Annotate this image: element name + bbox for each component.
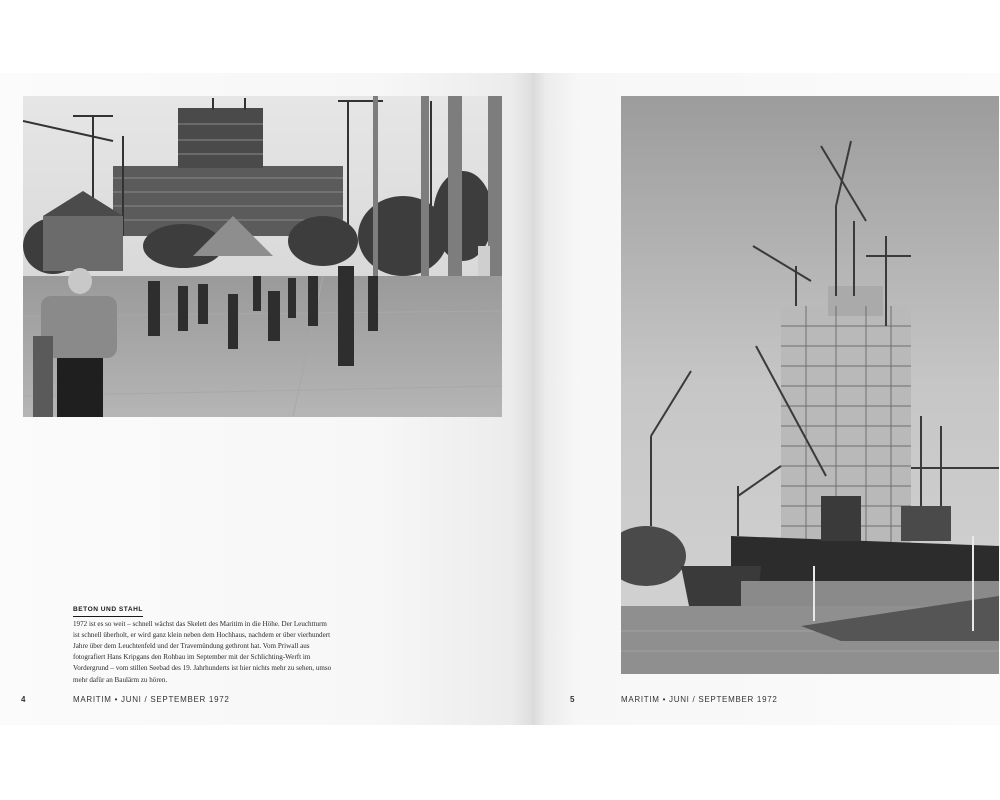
caption-title: BETON UND STAHL [73,604,143,617]
caption-body: 1972 ist es so weit – schnell wächst das Skelett des Maritim in die Höhe. Der Leuchtturm ist schnell überholt, er wird ganz klein neben dem Hochhaus, nachdem er über vierhundert Jahre über dem Leuchtenfeld und der Travemündung gethront hat. Vom Priwall aus fotografiert Hans Kripgans den Rohbau im September mit der Schlichting-Werft im Vordergrund – vom stillen Seebad des 19. Jahrhunderts ist hier nichts mehr zu sehen, umso mehr dafür an Baulärm zu hören. [73,620,332,684]
page-number: 5 [570,695,576,704]
right-folio [570,695,575,704]
left-page [0,73,532,725]
right-page [532,73,1000,725]
magazine-spread [0,73,1000,725]
running-head: MARITIM • JUNI / SEPTEMBER 1972 [73,695,230,704]
harbor-highrise-photo [621,96,999,674]
left-folio [21,695,26,704]
page-number: 4 [21,695,27,704]
running-head: MARITIM • JUNI / SEPTEMBER 1972 [621,695,778,704]
promenade-construction-photo [23,96,502,417]
photo-caption [73,604,335,686]
